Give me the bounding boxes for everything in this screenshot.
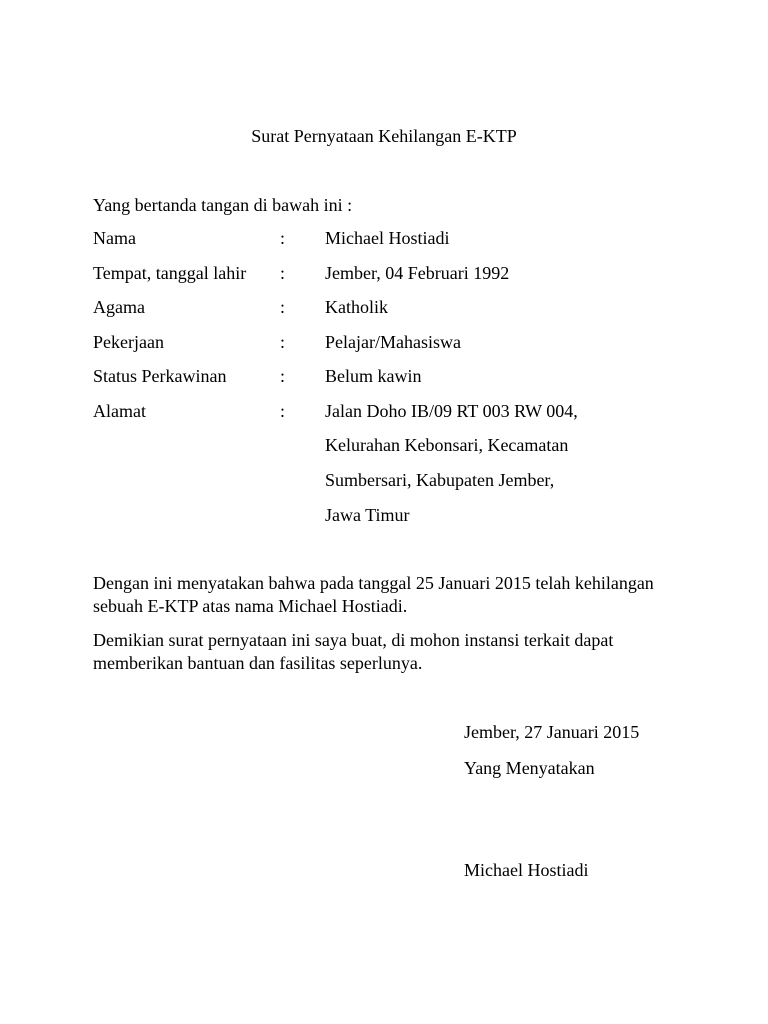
field-colon: : — [280, 297, 286, 317]
field-value: Jalan Doho IB/09 RT 003 RW 004, — [325, 401, 578, 421]
closing-paragraph: Demikian surat pernyataan ini saya buat, di mohon instansi terkait dapat memberikan bantuan dan fasilitas seperlunya. — [93, 630, 614, 673]
field-row-status-perkawinan — [93, 364, 713, 388]
field-row-nama — [93, 226, 713, 250]
signature-place-date: Jember, 27 Januari 2015 — [464, 722, 640, 742]
signature-role: Yang Menyatakan — [464, 758, 595, 778]
field-colon: : — [280, 263, 286, 283]
field-value: Pelajar/Mahasiswa — [325, 332, 461, 352]
field-value: Katholik — [325, 297, 388, 317]
field-label: Tempat, tanggal lahir — [93, 263, 247, 283]
statement-paragraph: Dengan ini menyatakan bahwa pada tanggal 25 Januari 2015 telah kehilangan sebuah E-KTP atas nama Michael Hostiadi. — [93, 573, 654, 616]
field-value: Belum kawin — [325, 366, 422, 386]
field-colon: : — [280, 228, 286, 248]
field-colon: : — [280, 332, 286, 352]
letter-title: Surat Pernyataan Kehilangan E-KTP — [251, 126, 517, 146]
field-label: Alamat — [93, 401, 146, 421]
address-line: Sumbersari, Kabupaten Jember, — [325, 470, 555, 490]
field-label: Status Perkawinan — [93, 366, 227, 386]
field-label: Nama — [93, 228, 136, 248]
field-row-agama — [93, 295, 713, 319]
field-colon: : — [280, 401, 286, 421]
field-value: Jember, 04 Februari 1992 — [325, 263, 510, 283]
field-row-alamat — [93, 399, 713, 423]
field-colon: : — [280, 366, 286, 386]
address-line: Kelurahan Kebonsari, Kecamatan — [325, 435, 569, 455]
address-line: Jawa Timur — [325, 505, 410, 525]
signature-name: Michael Hostiadi — [464, 860, 589, 880]
field-value: Michael Hostiadi — [325, 228, 450, 248]
intro-text: Yang bertanda tangan di bawah ini : — [93, 195, 353, 215]
field-row-pekerjaan — [93, 330, 713, 354]
field-label: Pekerjaan — [93, 332, 164, 352]
field-row-tempat-tanggal-lahir — [93, 261, 713, 285]
field-label: Agama — [93, 297, 145, 317]
